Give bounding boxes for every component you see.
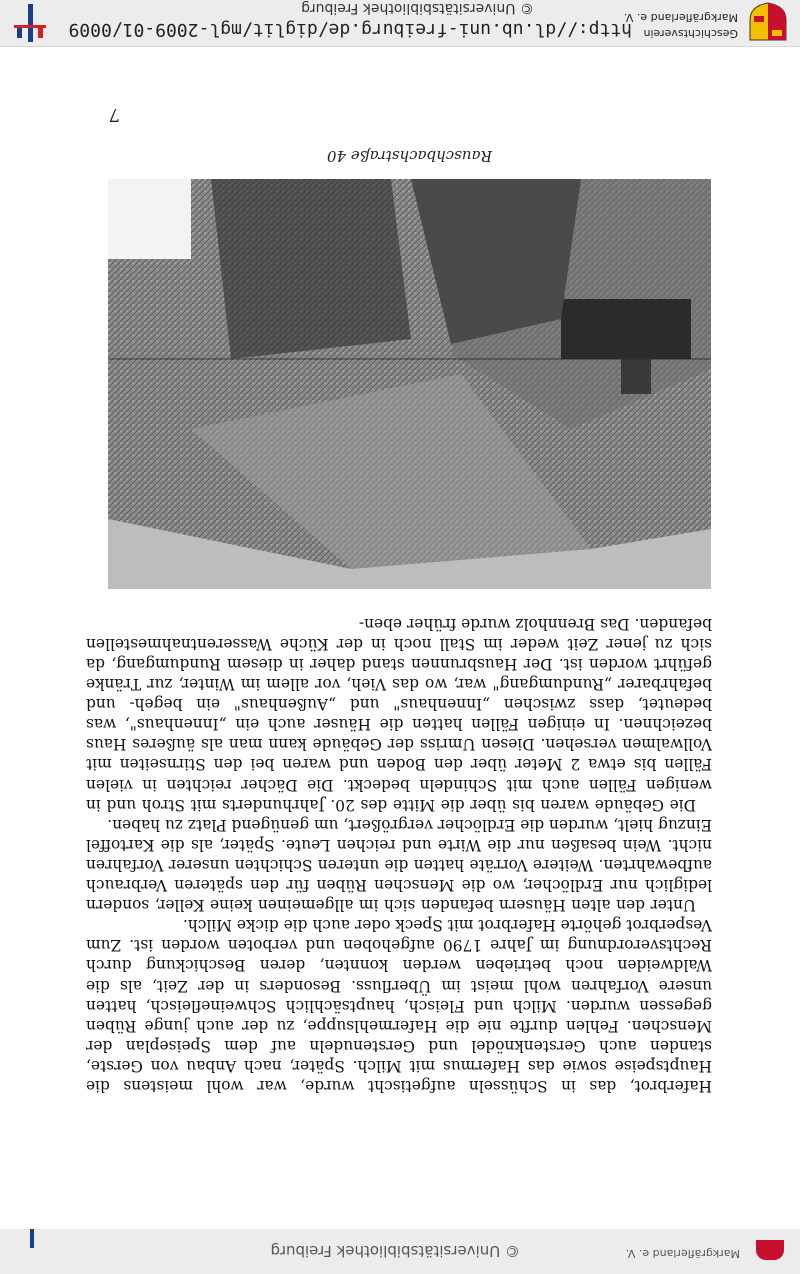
- footer-library-text: © Universitätsbibliothek Freiburg: [270, 1242, 520, 1260]
- society-shield-icon: [748, 2, 788, 42]
- header-library-text: © Universitätsbibliothek Freiburg: [301, 0, 534, 16]
- house-photo: [108, 179, 711, 589]
- paragraph-1: Haferbrot, das in Schüsseln aufgetischt wurde, war wohl meistens die Hauptspeise sowie das Hafermus mit Milch. Später, nach Anbau von Gerste, standen auch Gerstenknödel und Gerstenudeln auf dem Speiseplan der Menschen. Fehlen durfte nie die Hafermehlsuppe, zu der auch junge Rüben gegessen wurden. Milch und Fleisch, hauptsächlich Schweinefleisch, hatten unsere Vorfahren wohl meist im Überfluss. Besonders in der Zeit, als die Waldweiden noch betrieben werden konnten, deren Beschickung durch Rechtsverordnung im Jahre 1790 aufgehoben und verboten worden ist. Zum Vesperbrot gehörte Haferbrot mit Speck oder auch die dicke Milch.: [86, 916, 712, 1095]
- paragraph-2: Unter den alten Häusern befanden sich im allgemeinen keine Keller, sondern lediglich nur Erdlöcher, wo die Menschen Rüben für den späteren Verbrauch aufbewahrten. Weitere Vorräte hatten die unteren Schichten unserer Vorfahren nicht. Wein besaßen nur die Wirte und reichen Leute. Später, als die Kartoffel Einzug hielt, wurden die Erdlöcher vergrößert, um genügend Platz zu haben.: [86, 815, 712, 915]
- university-mark-icon: [12, 4, 48, 42]
- header-society-line1: Geschichtsverein: [643, 27, 738, 40]
- body-text: [86, 614, 712, 1096]
- photo-caption: Rauschbachstraße 40: [326, 147, 493, 165]
- viewer-footer-bar: [0, 1228, 800, 1274]
- footer-logo-icon: [756, 1240, 784, 1260]
- thatched-house-image: [108, 179, 711, 589]
- footer-society-text: Markgräflerland e. V.: [625, 1247, 740, 1260]
- paragraph-3: Die Gebäude waren bis über die Mitte des 20. Jahrhunderts mit Stroh und in wenigen Fällen auch mit Schindeln bedeckt. Die Dächer reichten in vielen Fällen bis etwa 2 Meter über den Boden und waren bei den Stirnseiten mit Vollwalmen versehen. Diesen Umriss der Gebäude kann man als äußeres Haus bezeichnen. In einigen Fällen hatten die Häuser auch ein „Innenhaus", was bedeutet, dass zwischen „Innenhaus" und „Außenhaus" ein begeh- und befahrbarer „Rundumgang" war, wo das Vieh, vor allem im Winter, zur Tränke geführt worden ist. Der Hausbrunnen stand daher in diesem Rundumgang, da sich zu jener Zeit weder im Stall noch in der Küche Wasserentnahmestellen befanden. Das Brennholz wurde früher eben-: [86, 614, 712, 814]
- document-page: [0, 46, 800, 1229]
- header-society-line2: Markgräflerland e. V.: [623, 11, 738, 24]
- page-number: 7: [108, 104, 120, 125]
- footer-mark-icon: [19, 1228, 45, 1248]
- header-url-text[interactable]: http://dl.ub.uni-freiburg.de/diglit/mgl-2009-01/0009: [68, 19, 632, 40]
- viewer-header-bar: [0, 0, 800, 47]
